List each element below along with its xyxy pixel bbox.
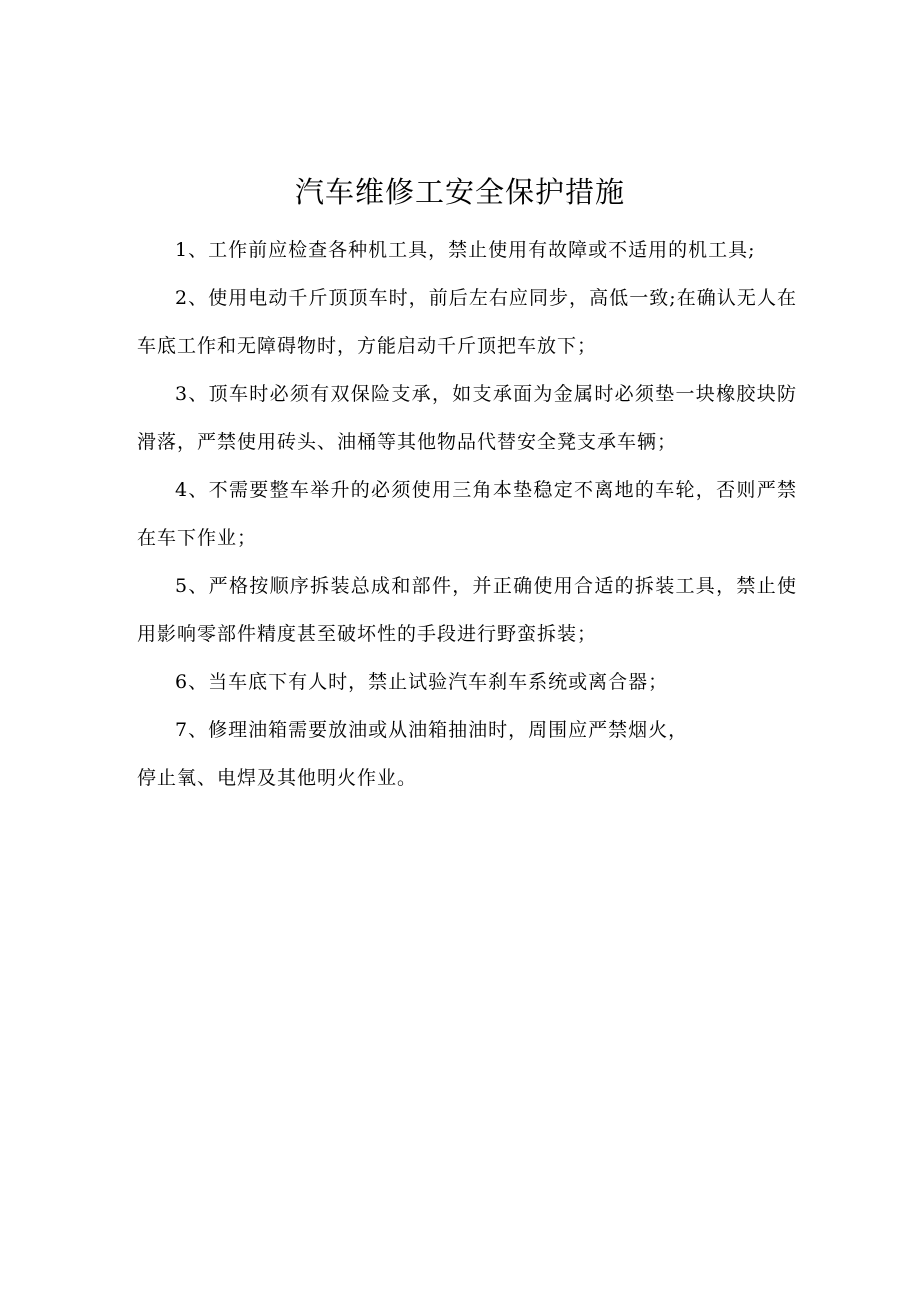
safety-item-4: 4、不需要整车举升的必须使用三角本垫稳定不离地的车轮，否则严禁在车下作业； bbox=[137, 479, 797, 549]
safety-item-7-continuation: 停止氧、电焊及其他明火作业。 bbox=[137, 767, 418, 789]
safety-item-7: 7、修理油箱需要放油或从油箱抽油时，周围应严禁烟火， bbox=[175, 719, 689, 741]
safety-item-3: 3、顶车时必须有双保险支承，如支承面为金属时必须垫一块橡胶块防滑落，严禁使用砖头、油桶等其他物品代替安全凳支承车辆； bbox=[137, 383, 797, 453]
safety-item-6: 6、当车底下有人时，禁止试验汽车刹车系统或离合器； bbox=[175, 671, 669, 693]
document-body bbox=[137, 226, 797, 802]
document-title: 汽车维修工安全保护措施 bbox=[294, 175, 625, 209]
safety-item-5: 5、严格按顺序拆装总成和部件，并正确使用合适的拆装工具，禁止使用影响零部件精度甚至破坏性的手段进行野蛮拆装； bbox=[137, 575, 797, 645]
safety-item-2: 2、使用电动千斤顶顶车时，前后左右应同步，高低一致;在确认无人在车底工作和无障碍物时，方能启动千斤顶把车放下； bbox=[137, 287, 797, 357]
safety-item-1: 1、工作前应检查各种机工具，禁止使用有故障或不适用的机工具; bbox=[175, 239, 756, 261]
